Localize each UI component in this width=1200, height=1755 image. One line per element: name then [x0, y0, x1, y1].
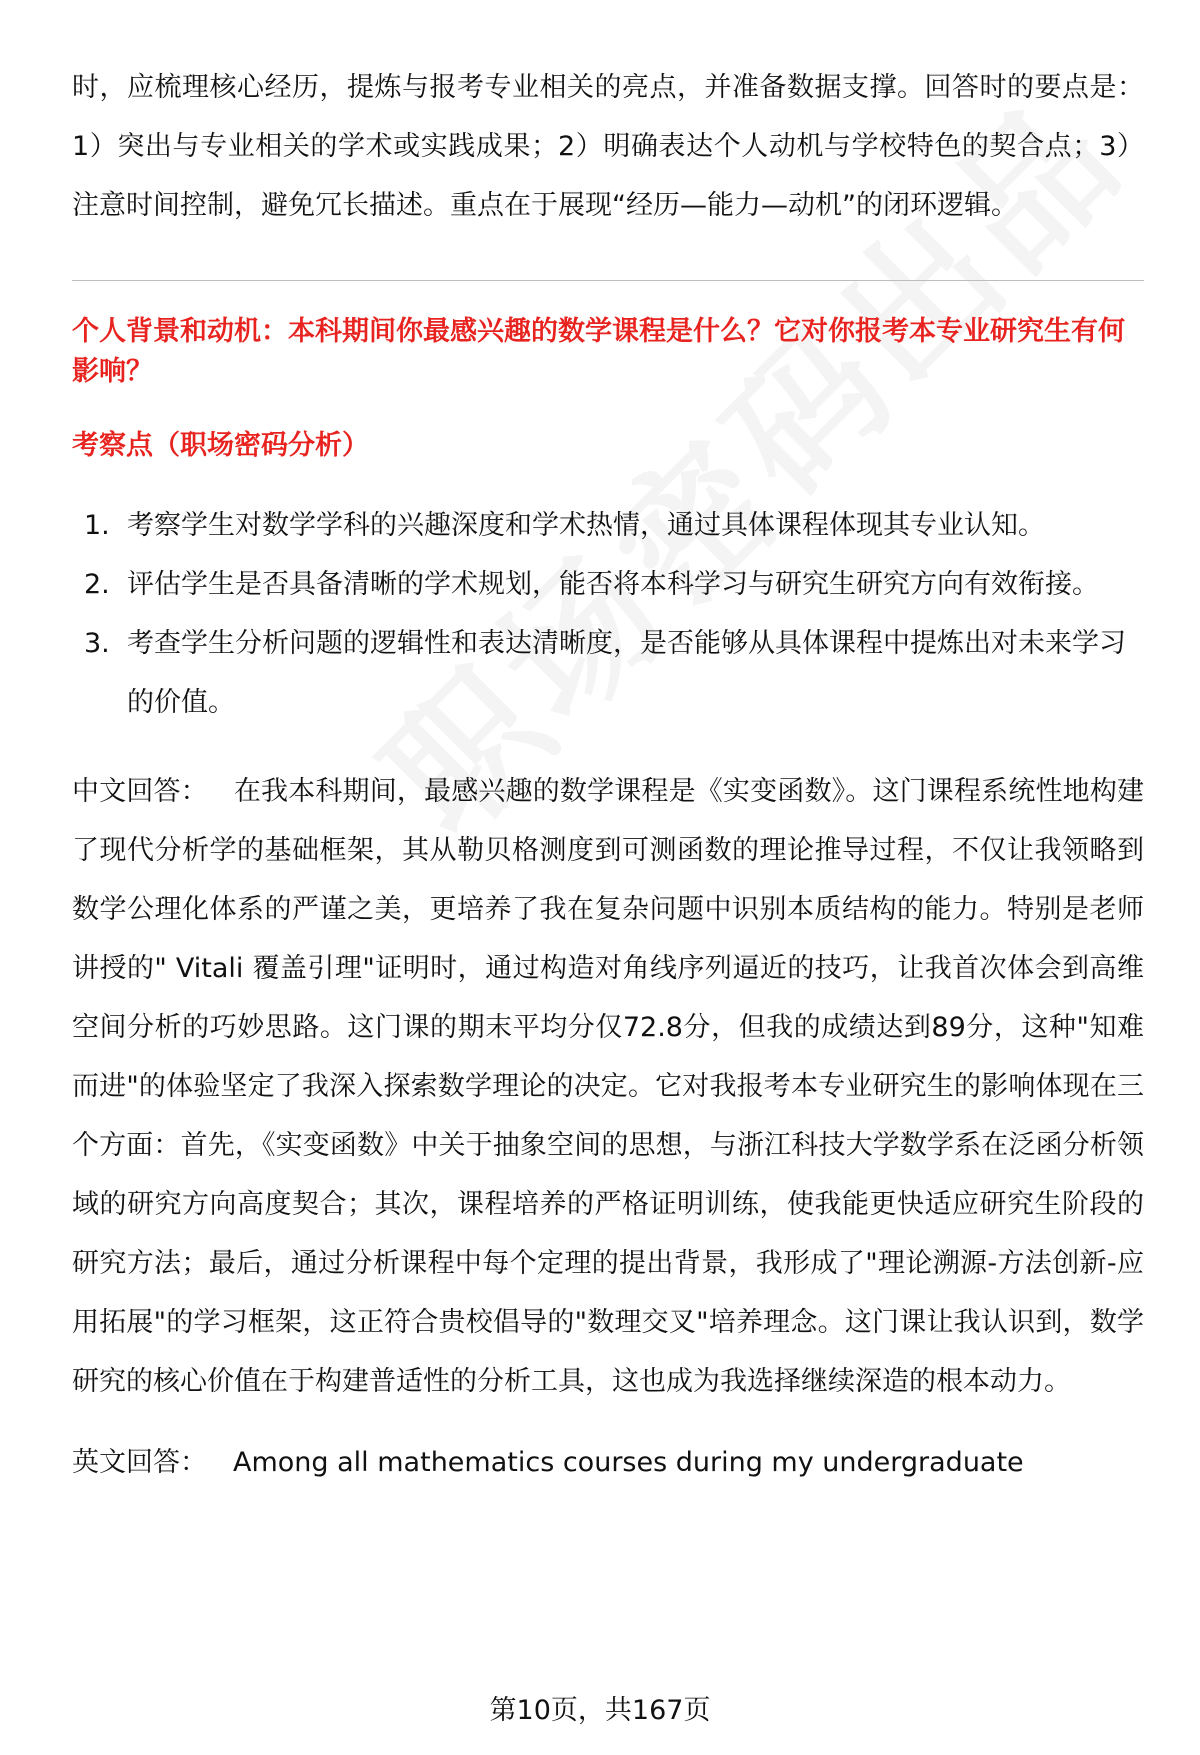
- list-item-number: 1.: [84, 510, 110, 541]
- english-answer: [72, 1433, 1144, 1492]
- page-number-footer: 第10页，共167页: [489, 1695, 711, 1726]
- intro-paragraph: 时，应梳理核心经历，提炼与报考专业相关的亮点，并准备数据支撑。回答时的要点是：1）突出与专业相关的学术或实践成果；2）明确表达个人动机与学校特色的契合点；3）注意时间控制，避免冗长描述。重点在于展现“经历—能力—动机”的闭环逻辑。: [72, 72, 1144, 221]
- list-item-number: 2.: [84, 569, 110, 600]
- list-item-text: 评估学生是否具备清晰的学术规划，能否将本科学习与研究生研究方向有效衔接。: [127, 569, 1099, 600]
- list-item-text: 考察学生对数学学科的兴趣深度和学术热情，通过具体课程体现其专业认知。: [127, 510, 1045, 541]
- list-item: [72, 496, 1144, 555]
- chinese-answer-label: 中文回答：: [72, 776, 208, 807]
- english-answer-text: Among all mathematics courses during my undergraduate: [233, 1447, 1024, 1478]
- assessment-points: [72, 496, 1144, 732]
- assessment-heading: 考察点（职场密码分析）: [72, 430, 369, 461]
- list-item-text: 考查学生分析问题的逻辑性和表达清晰度，是否能够从具体课程中提炼出对未来学习的价值。: [127, 628, 1126, 718]
- chinese-answer: [72, 762, 1144, 1411]
- section-divider: [72, 280, 1144, 281]
- list-item: [72, 614, 1144, 732]
- list-item: [72, 555, 1144, 614]
- chinese-answer-text: 在我本科期间，最感兴趣的数学课程是《实变函数》。这门课程系统性地构建了现代分析学的基础框架，其从勒贝格测度到可测函数的理论推导过程，不仅让我领略到数学公理化体系的严谨之美，更培养了我在复杂问题中识别本质结构的能力。特别是老师讲授的" Vitali 覆盖引理"证明时，通过构造对角线序列逼近的技巧，让我首次体会到高维空间分析的巧妙思路。这门课的期末平均分仅72.8分，但我的成绩达到89分，这种"知难而进"的体验坚定了我深入探索数学理论的决定。它对我报考本专业研究生的影响体现在三个方面：首先，《实变函数》中关于抽象空间的思想，与浙江科技大学数学系在泛函分析领域的研究方向高度契合；其次，课程培养的严格证明训练，使我能更快适应研究生阶段的研究方法；最后，通过分析课程中每个定理的提出背景，我形成了"理论溯源-方法创新-应用拓展"的学习框架，这正符合贵校倡导的"数理交叉"培养理念。这门课让我认识到，数学研究的核心价值在于构建普适性的分析工具，这也成为我选择继续深造的根本动力。: [72, 776, 1145, 1397]
- list-item-number: 3.: [84, 628, 110, 659]
- english-answer-label: 英文回答：: [72, 1447, 207, 1478]
- question-title: 个人背景和动机：本科期间你最感兴趣的数学课程是什么？它对你报考本专业研究生有何影响？: [72, 316, 1125, 387]
- document-page: [72, 58, 1144, 1492]
